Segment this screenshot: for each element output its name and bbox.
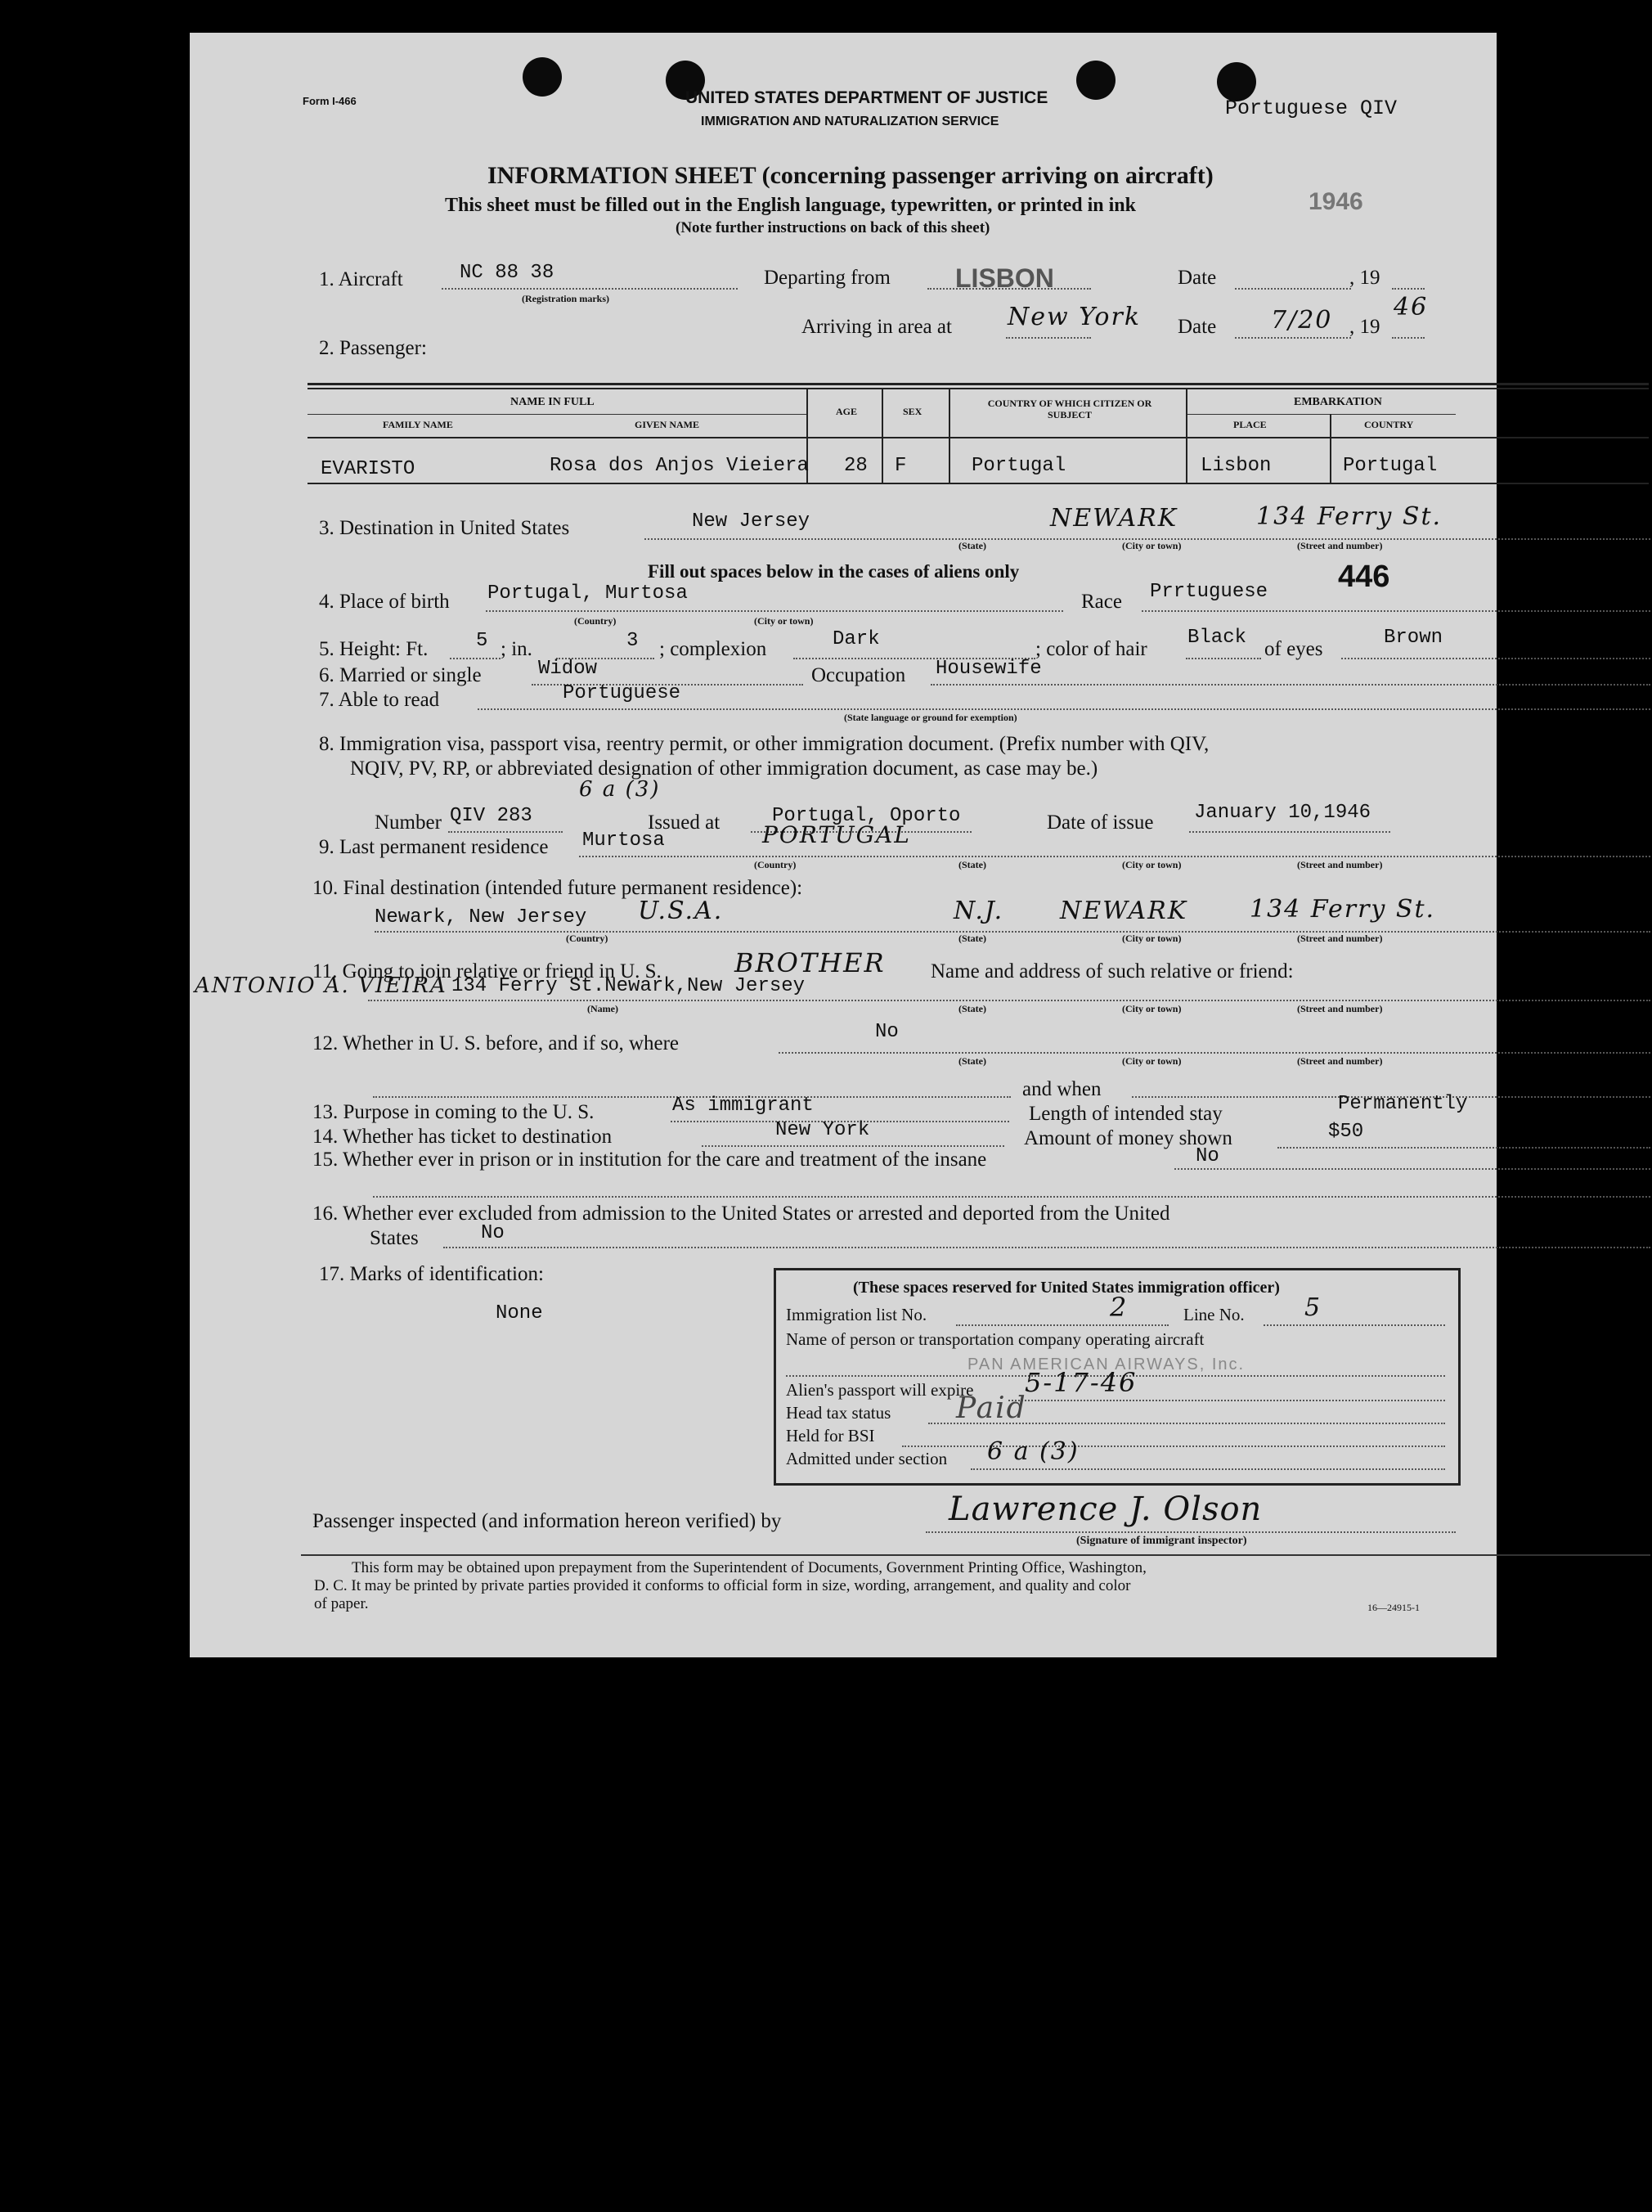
join-sub-state: (State): [958, 1003, 986, 1014]
join-sub-street: (Street and number): [1297, 1003, 1383, 1014]
punch-hole: [523, 57, 562, 97]
final-dest-country: U.S.A.: [638, 897, 724, 925]
visa-line1: 8. Immigration visa, passport visa, reentry permit, or other immigration document. (Prefix number with QIV,: [319, 733, 1210, 755]
operator-value: PAN AMERICAN AIRWAYS, Inc.: [967, 1356, 1246, 1374]
section-value: 6 a (3): [987, 1437, 1080, 1466]
before-sub-street: (Street and number): [1297, 1055, 1383, 1067]
inspector-signature: Lawrence J. Olson: [949, 1490, 1263, 1528]
race-value: Prrtuguese: [1150, 581, 1268, 603]
marks-value: None: [496, 1302, 543, 1324]
before-label: 12. Whether in U. S. before, and if so, where: [312, 1032, 680, 1054]
stamp-number: 446: [1338, 560, 1390, 594]
before-sub-state: (State): [958, 1055, 986, 1067]
complexion-value: Dark: [833, 628, 880, 650]
signature-sub: (Signature of immigrant inspector): [1076, 1535, 1247, 1547]
eyes-label: of eyes: [1264, 638, 1323, 660]
ticket-label: 14. Whether has ticket to destination: [312, 1126, 613, 1148]
residence-label: 9. Last permanent residence: [319, 836, 549, 858]
place-value: Lisbon: [1201, 455, 1272, 477]
inches-label: ; in.: [501, 638, 532, 660]
destination-city: NEWARK: [1050, 504, 1178, 533]
form-subtitle: This sheet must be filled out in the English language, typewritten, or printed in ink: [445, 195, 1136, 216]
th-embarkation: EMBARKATION: [1294, 396, 1382, 408]
form-number: Form I-466: [303, 95, 357, 107]
fd-sub-street: (Street and number): [1297, 933, 1383, 944]
sub-street: (Street and number): [1297, 540, 1383, 551]
headtax-label: Head tax status: [786, 1403, 891, 1423]
officer-box: [774, 1268, 1461, 1486]
departing-label: Departing from: [764, 267, 891, 289]
residence-value: Murtosa: [582, 830, 665, 852]
bsi-label: Held for BSI: [786, 1426, 875, 1445]
departing-value: LISBON: [955, 263, 1054, 293]
list-value: 2: [1110, 1292, 1129, 1323]
number-value: QIV 283: [450, 805, 532, 827]
officer-box-title: (These spaces reserved for United States immigration officer): [853, 1279, 1280, 1297]
sex-value: F: [895, 455, 907, 477]
destination-street: 134 Ferry St.: [1256, 502, 1443, 531]
stay-label: Length of intended stay: [1029, 1103, 1223, 1125]
footer-line2: D. C. It may be printed by private parties provided it conforms to official form in size, wording, arrangement, and quality and color: [314, 1577, 1131, 1594]
registration-sub: (Registration marks): [522, 293, 609, 304]
date-suffix: , 19: [1349, 267, 1380, 289]
final-dest-city: NEWARK: [1060, 897, 1188, 925]
th-age: AGE: [836, 406, 858, 417]
sub-state: (State): [958, 540, 986, 551]
headtax-value: Paid: [956, 1391, 1027, 1425]
passenger-label: 2. Passenger:: [319, 337, 427, 359]
marks-label: 17. Marks of identification:: [319, 1263, 544, 1285]
inspected-label: Passenger inspected (and information hereon verified) by: [312, 1510, 782, 1532]
prison-value: No: [1196, 1145, 1219, 1167]
occupation-value: Housewife: [936, 658, 1042, 680]
given-name-value: Rosa dos Anjos Vieiera: [550, 455, 809, 477]
occupation-label: Occupation: [811, 664, 906, 686]
aircraft-label: 1. Aircraft: [319, 268, 403, 290]
excluded-line2: States: [370, 1227, 419, 1249]
eyes-value: Brown: [1384, 627, 1443, 649]
th-given-name: GIVEN NAME: [635, 419, 700, 430]
punch-hole: [1076, 61, 1116, 100]
footer-line1: This form may be obtained upon prepayment from the Superintendent of Documents, Government Printing Office, Washington,: [352, 1559, 1147, 1576]
marital-value: Widow: [538, 658, 598, 680]
arr-year: 46: [1394, 293, 1429, 321]
visa-line2: NQIV, PV, RP, or abbreviated designation of other immigration document, as case may be.): [350, 758, 1098, 780]
join-label-b: Name and address of such relative or friend:: [931, 960, 1294, 982]
list-label: Immigration list No.: [786, 1305, 927, 1324]
prison-label: 15. Whether ever in prison or in institution for the care and treatment of the insane: [312, 1149, 987, 1171]
join-address: 134 Ferry St.Newark,New Jersey: [451, 975, 806, 997]
join-sub-city: (City or town): [1122, 1003, 1182, 1014]
number-label: Number: [375, 812, 442, 834]
destination-label: 3. Destination in United States: [319, 517, 570, 539]
country-value: Portugal: [1343, 455, 1438, 477]
footer-code: 16—24915-1: [1367, 1602, 1420, 1613]
purpose-label: 13. Purpose in coming to the U. S.: [312, 1101, 595, 1123]
read-label: 7. Able to read: [319, 689, 440, 711]
citizen-value: Portugal: [972, 455, 1066, 477]
th-name-in-full: NAME IN FULL: [510, 396, 595, 408]
operator-label: Name of person or transportation company operating aircraft: [786, 1329, 1205, 1349]
marital-label: 6. Married or single: [319, 664, 482, 686]
height-in: 3: [626, 630, 639, 652]
read-sub: (State language or ground for exemption): [844, 712, 1017, 723]
age-value: 28: [844, 455, 868, 477]
issued-label: Issued at: [648, 812, 721, 834]
form-note: (Note further instructions on back of this sheet): [676, 219, 990, 236]
purpose-value: As immigrant: [672, 1095, 814, 1117]
join-relation: BROTHER: [734, 947, 886, 978]
punch-hole: [1217, 62, 1256, 101]
before-sub-city: (City or town): [1122, 1055, 1182, 1067]
res-sub-state: (State): [958, 859, 986, 870]
birthplace-label: 4. Place of birth: [319, 591, 450, 613]
th-country-citizen: COUNTRY OF WHICH CITIZEN OR SUBJECT: [987, 398, 1152, 420]
height-label: 5. Height: Ft.: [319, 638, 429, 660]
section-label: Admitted under section: [786, 1449, 948, 1468]
doi-label: Date of issue: [1047, 812, 1154, 834]
sub-country: (Country): [574, 615, 617, 627]
join-hand-name: ANTONIO A. VIEIRA: [195, 973, 447, 998]
stay-value: Permanently: [1338, 1093, 1468, 1115]
excluded-line1: 16. Whether ever excluded from admission to the United States or arrested and deported from the United: [312, 1203, 1170, 1225]
money-value: $50: [1328, 1121, 1364, 1143]
res-sub-street: (Street and number): [1297, 859, 1383, 870]
passport-value: 5-17-46: [1025, 1367, 1138, 1398]
destination-state: New Jersey: [692, 510, 810, 533]
sub-city: (City or town): [1122, 540, 1182, 551]
arriving-label: Arriving in area at: [801, 316, 952, 338]
race-label: Race: [1081, 591, 1122, 613]
date-stamp: 1946: [1309, 188, 1363, 215]
passport-label: Alien's passport will expire: [786, 1380, 974, 1400]
money-label: Amount of money shown: [1024, 1127, 1232, 1149]
arriving-value: New York: [1008, 303, 1141, 331]
ticket-value: New York: [775, 1119, 870, 1141]
issued-value: Portugal, Oporto: [772, 805, 961, 827]
fd-sub-country: (Country): [566, 933, 608, 944]
arr-date-label: Date: [1178, 316, 1217, 338]
doi-value: January 10,1946: [1194, 802, 1371, 824]
hair-value: Black: [1187, 627, 1247, 649]
department-name: UNITED STATES DEPARTMENT OF JUSTICE: [685, 88, 1048, 107]
before-value: No: [875, 1021, 899, 1043]
fd-sub-city: (City or town): [1122, 933, 1182, 944]
fd-sub-state: (State): [958, 933, 986, 944]
th-country: COUNTRY: [1364, 419, 1414, 430]
height-ft: 5: [476, 630, 488, 652]
excluded-value: No: [481, 1222, 505, 1244]
and-when-label: and when: [1022, 1078, 1102, 1100]
final-dest-street: 134 Ferry St.: [1250, 895, 1436, 924]
th-sex: SEX: [903, 406, 923, 417]
final-dest-state: N.J.: [954, 897, 1004, 925]
th-place: PLACE: [1233, 419, 1267, 430]
corner-note: Portuguese QIV: [1225, 97, 1398, 120]
arr-date-value: 7/20: [1271, 306, 1333, 335]
th-family-name: FAMILY NAME: [383, 419, 453, 430]
residence-hand: PORTUGAL: [762, 821, 911, 848]
final-dest-typed: Newark, New Jersey: [375, 906, 587, 928]
footer-line3: of paper.: [314, 1595, 369, 1612]
line-label: Line No.: [1183, 1305, 1245, 1324]
join-label: 11. Going to join relative or friend in U. S.: [312, 960, 662, 982]
res-sub-city: (City or town): [1122, 859, 1182, 870]
res-sub-country: (Country): [754, 859, 797, 870]
form-title: INFORMATION SHEET (concerning passenger arriving on aircraft): [487, 162, 1214, 189]
aircraft-value: NC 88 38: [460, 262, 554, 284]
aliens-heading: Fill out spaces below in the cases of aliens only: [648, 561, 1020, 582]
line-value: 5: [1304, 1293, 1322, 1322]
service-name: IMMIGRATION AND NATURALIZATION SERVICE: [701, 115, 999, 128]
form-page: [190, 33, 1497, 1657]
sub-city: (City or town): [754, 615, 814, 627]
join-sub-name: (Name): [587, 1003, 618, 1014]
date-label: Date: [1178, 267, 1217, 289]
family-name-value: EVARISTO: [321, 458, 415, 480]
hair-label: ; color of hair: [1035, 638, 1147, 660]
visa-handwritten: 6 a (3): [579, 777, 661, 802]
complexion-label: ; complexion: [659, 638, 767, 660]
final-dest-label: 10. Final destination (intended future permanent residence):: [312, 877, 803, 899]
birthplace-value: Portugal, Murtosa: [487, 582, 688, 605]
arr-date-suffix: , 19: [1349, 316, 1380, 338]
read-value: Portuguese: [563, 682, 681, 704]
